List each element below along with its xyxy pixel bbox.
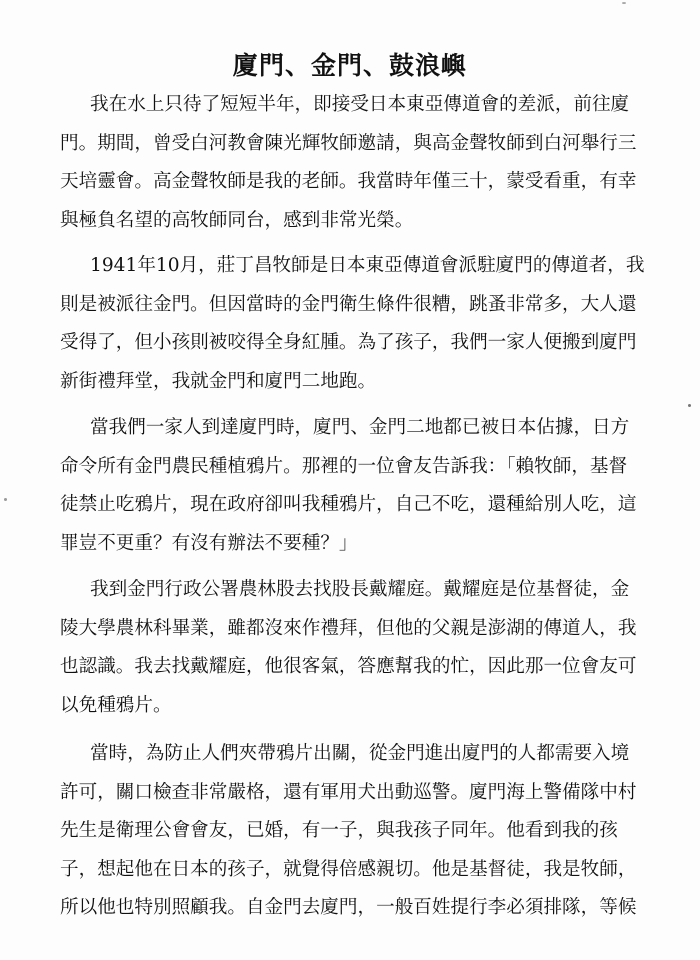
scan-speck (4, 498, 7, 501)
paragraph-5 (60, 735, 680, 928)
text-line: 天培靈會。高金聲牧師是我的老師。我當時年僅三十，蒙受看重，有幸 (60, 171, 637, 192)
scan-speck (622, 2, 626, 4)
text-line: 命令所有金門農民種植鴉片。那裡的一位會友告訴我：「賴牧師，基督 (60, 455, 628, 477)
text-line: 子，想起他在日本的孩子，就覺得倍感親切。他是基督徒，我是牧師， (60, 858, 637, 880)
text-line: 當時，為防止人們夾帶鴉片出關，從金門進出廈門的人都需要入境 (90, 743, 630, 764)
text-line: 我在水上只待了短短半年，即接受日本東亞傳道會的差派，前往廈 (90, 94, 630, 115)
text-line: 陵大學農林科畢業，雖都沒來作禮拜，但他的父親是澎湖的傳道人，我 (60, 617, 637, 639)
text-line: 1941年10月，莊丁昌牧師是日本東亞傳道會派駐廈門的傳道者，我 (90, 255, 645, 276)
text-line: 所以他也特別照顧我。自金門去廈門，一般百姓提行李必須排隊，等候 (60, 897, 637, 918)
text-line: 也認識。我去找戴耀庭，他很客氣，答應幫我的忙，因此那一位會友可 (60, 656, 637, 677)
text-line: 則是被派往金門。但因當時的金門衛生條件很糟，跳蚤非常多，大人還 (60, 293, 637, 315)
paragraph-2 (60, 247, 680, 401)
text-line: 與極負名望的高牧師同台，感到非常光榮。 (60, 209, 414, 231)
text-line: 門。期間，曾受白河教會陳光輝牧師邀請，與高金聲牧師到白河舉行三 (60, 132, 637, 154)
text-line: 我到金門行政公署農林股去找股長戴耀庭。戴耀庭是位基督徒，金 (90, 579, 630, 600)
scan-speck (688, 404, 691, 407)
paragraph-1 (60, 86, 680, 240)
text-line: 罪豈不更重？有沒有辦法不要種？」 (60, 532, 358, 554)
page-title: 廈門、金門、鼓浪嶼 (232, 51, 467, 80)
text-line: 徒禁止吃鴉片，現在政府卻叫我種鴉片，自己不吃，還種給別人吃，這 (60, 494, 637, 515)
text-line: 當我們一家人到達廈門時，廈門、金門二地都已被日本佔據，日方 (90, 417, 630, 438)
text-line: 先生是衛理公會會友，已婚，有一子，與我孩子同年。他看到我的孩 (60, 820, 618, 841)
text-line: 以免種鴉片。 (60, 694, 172, 716)
text-line: 新街禮拜堂，我就金門和廈門二地跑。 (60, 370, 377, 392)
paragraph-3 (60, 409, 680, 563)
paragraph-4 (60, 571, 680, 725)
text-line: 受得了，但小孩則被咬得全身紅腫。為了孩子，我們一家人便搬到廈門 (60, 332, 637, 353)
text-line: 許可，關口檢查非常嚴格，還有軍用犬出動巡警。廈門海上警備隊中村 (60, 781, 637, 803)
